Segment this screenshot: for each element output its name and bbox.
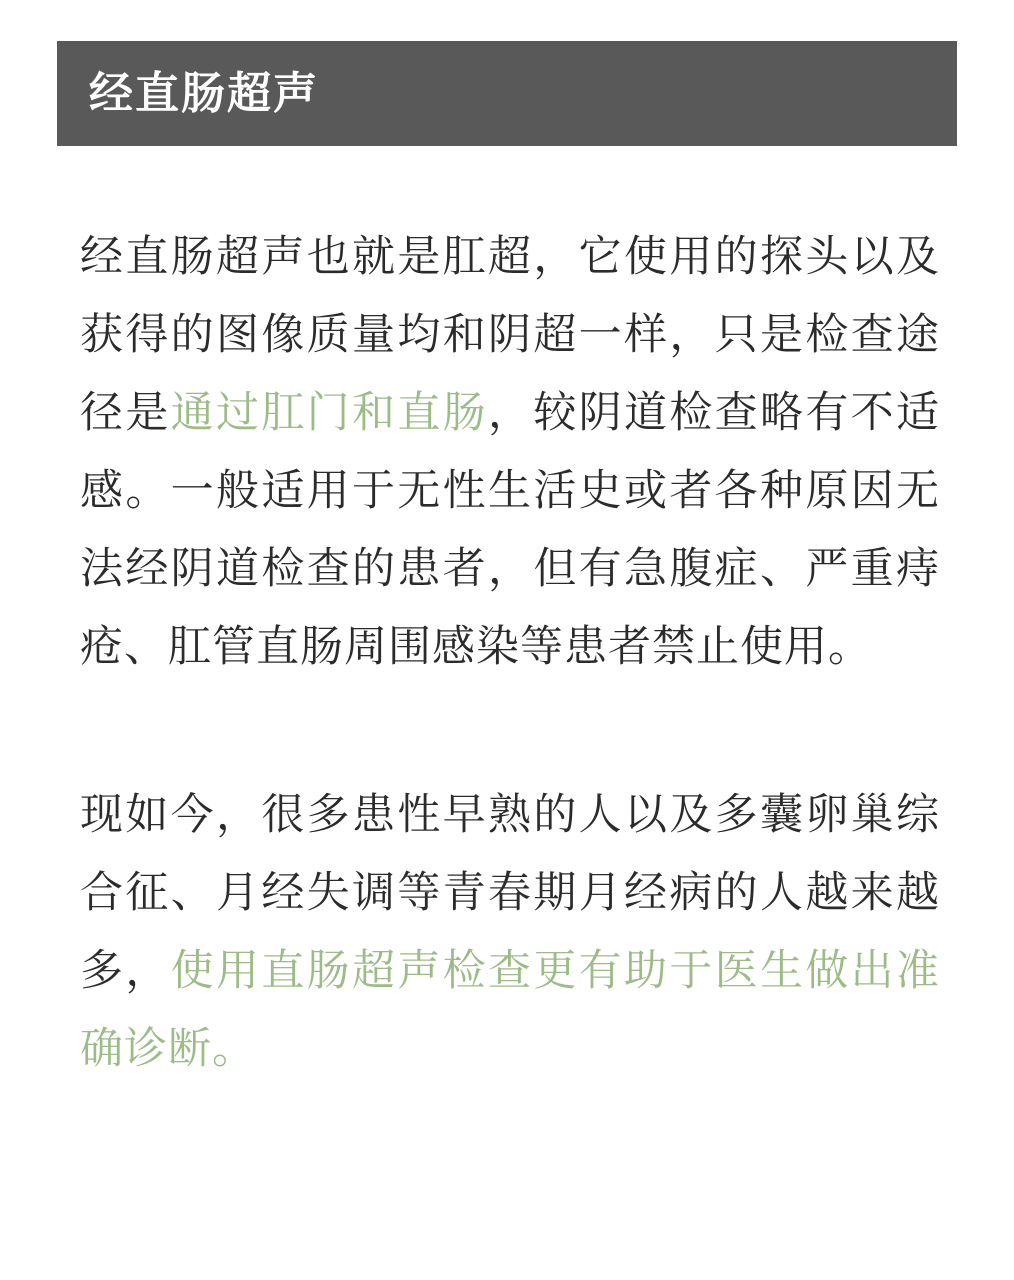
- paragraph-1-segment-1: 经直肠超声也就是肛超，它使用的探头以及获得的图像质量均和阴超一样，只是检查途径是: [80, 233, 940, 437]
- paragraph-1-segment-2: ，较阴道检查略有不适感。一般适用于无性生活史或者各种原因无法经阴道检查的患者，但有急腹症、严重痔疮、肛管直肠周围感染等患者禁止使用。: [80, 389, 941, 671]
- paragraph-2-segment-1: 现如今，很多患性早熟的人以及多囊卵巢综合征、月经失调等青春期月经病的人越来越多，: [80, 791, 940, 995]
- paragraph-1-highlight-1: 通过肛门和直肠: [170, 389, 489, 437]
- section-header-bar: [57, 41, 957, 146]
- paragraph-2: [80, 776, 940, 1088]
- paragraph-1: [80, 218, 940, 686]
- article-body: [80, 218, 940, 1088]
- paragraph-2-highlight-1: 使用直肠超声检查更有助于医生做出准确诊断。: [80, 947, 941, 1073]
- page-title: 经直肠超声: [89, 68, 319, 118]
